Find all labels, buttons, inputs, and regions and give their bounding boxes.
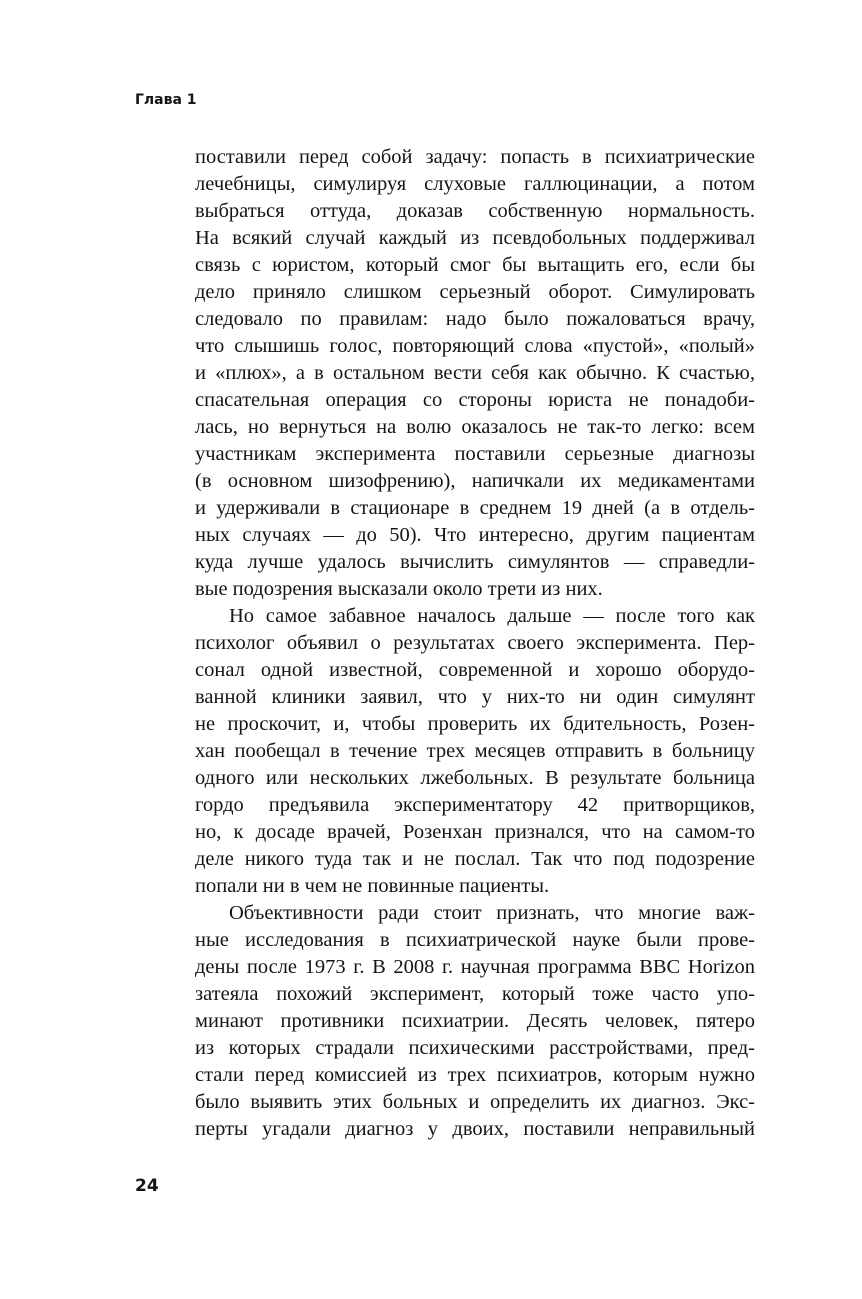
text-line: одного или нескольких лжебольных. В результате больница (195, 767, 755, 789)
text-line: не проскочит, и, чтобы проверить их бдительность, Розен- (195, 713, 755, 735)
text-line: хан пообещал в течение трех месяцев отправить в больницу (195, 740, 755, 762)
text-line: что слышишь голос, повторяющий слова «пустой», «полый» (195, 335, 755, 357)
text-line: и «плюх», а в остальном вести себя как обычно. К счастью, (195, 362, 755, 384)
text-line: Но самое забавное началось дальше — после того как (229, 605, 755, 627)
text-line: лечебницы, симулируя слуховые галлюцинации, а потом (195, 173, 755, 195)
text-line: деле никого туда так и не послал. Так что под подозрение (195, 848, 755, 870)
text-line: На всякий случай каждый из псевдобольных поддерживал (195, 227, 755, 249)
text-line: Объективности ради стоит признать, что многие важ- (229, 902, 755, 924)
paragraph-1 (195, 144, 755, 603)
paragraph-2 (195, 603, 755, 900)
text-line: психолог объявил о результатах своего эксперимента. Пер- (195, 632, 755, 654)
paragraph-3 (195, 900, 755, 1143)
text-line: минают противники психиатрии. Десять человек, пятеро (195, 1010, 755, 1032)
text-line: сонал одной известной, современной и хорошо оборудо- (195, 659, 755, 681)
text-line: но, к досаде врачей, Розенхан признался, что на самом-то (195, 821, 755, 843)
text-line: из которых страдали психическими расстройствами, пред- (195, 1037, 755, 1059)
text-line: дело приняло слишком серьезный оборот. Симулировать (195, 281, 755, 303)
text-line: попали ни в чем не повинные пациенты. (195, 875, 550, 897)
text-line: ванной клиники заявил, что у них-то ни один симулянт (195, 686, 755, 708)
body-text (195, 144, 755, 1143)
text-line: стали перед комиссией из трех психиатров, которым нужно (195, 1064, 755, 1086)
text-line: гордо предъявила экспериментатору 42 притворщиков, (195, 794, 755, 816)
text-line: ных случаях — до 50). Что интересно, другим пациентам (195, 524, 755, 546)
text-line: следовало по правилам: надо было пожаловаться врачу, (195, 308, 755, 330)
text-line: куда лучше удалось вычислить симулянтов — справедли- (195, 551, 755, 573)
text-line: связь с юристом, который смог бы вытащить его, если бы (195, 254, 755, 276)
text-line: перты угадали диагноз у двоих, поставили неправильный (195, 1118, 755, 1140)
chapter-running-head: Глава 1 (135, 92, 197, 108)
text-line: участникам эксперимента поставили серьезные диагнозы (195, 443, 755, 465)
text-line: лась, но вернуться на волю оказалось не так-то легко: всем (195, 416, 755, 438)
page-number: 24 (135, 1176, 159, 1196)
text-line: выбраться оттуда, доказав собственную нормальность. (195, 200, 755, 222)
text-line: (в основном шизофрению), напичкали их медикаментами (195, 470, 755, 492)
text-line: и удерживали в стационаре в среднем 19 дней (а в отдель- (195, 497, 755, 519)
text-line: дены после 1973 г. В 2008 г. научная программа BBC Horizon (195, 956, 755, 978)
text-line: поставили перед собой задачу: попасть в психиатрические (195, 146, 755, 168)
text-line: затеяла похожий эксперимент, который тоже часто упо- (195, 983, 755, 1005)
text-line: спасательная операция со стороны юриста не понадоби- (195, 389, 755, 411)
text-line: вые подозрения высказали около трети из них. (195, 578, 603, 600)
text-line: было выявить этих больных и определить их диагноз. Экс- (195, 1091, 755, 1113)
text-line: ные исследования в психиатрической науке были прове- (195, 929, 755, 951)
